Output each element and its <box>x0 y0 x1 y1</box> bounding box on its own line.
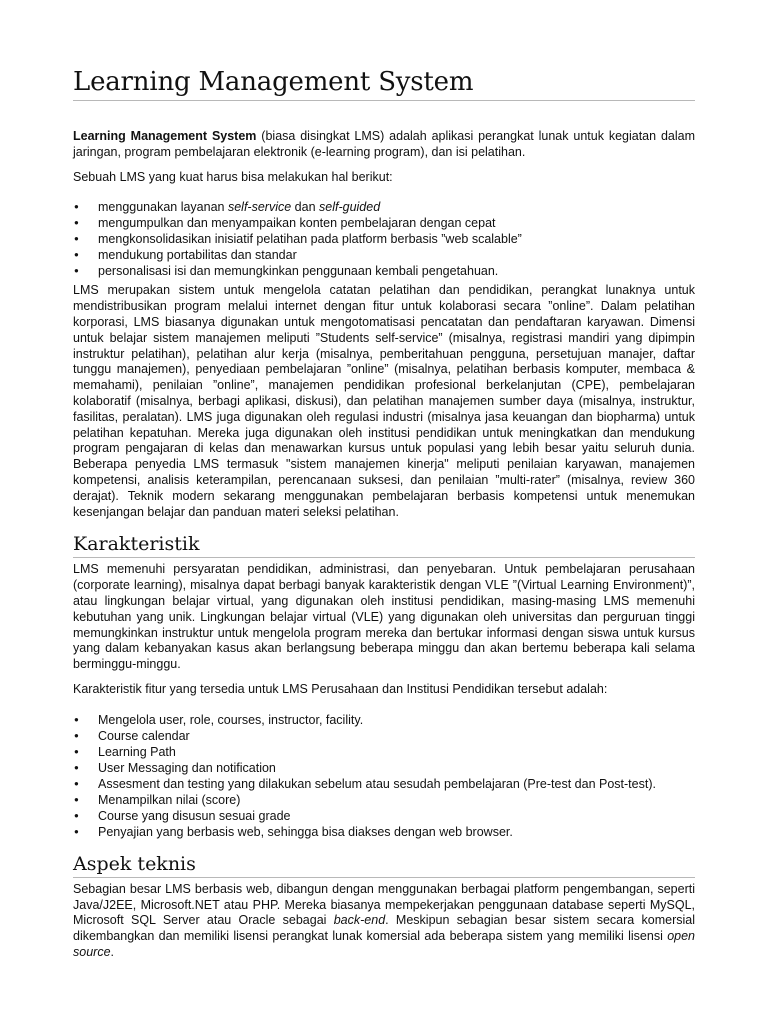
list-item: ● Course yang disusun sesuai grade <box>73 808 695 824</box>
lead-paragraph: Sebuah LMS yang kuat harus bisa melakukan hal berikut: <box>73 169 393 184</box>
feature-list <box>73 712 695 840</box>
list-item: ● mengumpulkan dan menyampaikan konten pembelajaran dengan cepat <box>73 215 695 231</box>
list-item: ● menggunakan layanan self-service dan self-guided <box>73 199 695 215</box>
karakteristik-lead: Karakteristik fitur yang tersedia untuk LMS Perusahaan dan Institusi Pendidikan tersebut adalah: <box>73 681 608 696</box>
list-item: ● Course calendar <box>73 728 695 744</box>
document-content <box>73 66 695 961</box>
page-title: Learning Management System <box>73 66 695 101</box>
list-item: ● Assesment dan testing yang dilakukan sebelum atau sesudah pembelajaran (Pre-test dan Post-test). <box>73 776 695 792</box>
aspek-teknis-paragraph: Sebagian besar LMS berbasis web, dibangun dengan menggunakan berbagai platform pengembangan, seperti Java/J2EE, Microsoft.NET atau PHP. Mereka biasanya mempekerjakan penggunaan database seperti MySQL, Microsoft SQL Server atau Oracle sebagai back-end. Meskipun sebagian besar sistem secara komersial dikembangkan dan memiliki lisensi perangkat lunak komersial ada beberapa sistem yang memiliki lisensi open source. <box>73 881 695 959</box>
list-item: ● Learning Path <box>73 744 695 760</box>
lms-capabilities-list <box>73 199 695 279</box>
list-item: ● Menampilkan nilai (score) <box>73 792 695 808</box>
list-item: ● mendukung portabilitas dan standar <box>73 247 695 263</box>
section-heading-aspek-teknis: Aspek teknis <box>73 852 695 878</box>
list-item: ● User Messaging dan notification <box>73 760 695 776</box>
intro-paragraph <box>73 129 695 161</box>
list-item: ● Penyajian yang berbasis web, sehingga bisa diakses dengan web browser. <box>73 824 695 840</box>
intro-term: Learning Management System <box>73 129 257 143</box>
list-item: ● personalisasi isi dan memungkinkan penggunaan kembali pengetahuan. <box>73 263 695 279</box>
list-item: ● Mengelola user, role, courses, instructor, facility. <box>73 712 695 728</box>
list-item: ● mengkonsolidasikan inisiatif pelatihan pada platform berbasis ”web scalable” <box>73 231 695 247</box>
body-paragraph: LMS merupakan sistem untuk mengelola catatan pelatihan dan pendidikan, perangkat lunaknya untuk mendistribusikan program melalui internet dengan fitur untuk kolaborasi secara ”online”. Dalam pelatihan korporasi, LMS biasanya digunakan untuk mengotomatisasi pencatatan dan pendaftaran karyawan. Dimensi untuk belajar sistem manajemen meliputi ”Students self-service” (misalnya, registrasi mandiri yang dipimpin instruktur pelatihan), pelatihan alur kerja (misalnya, pemberitahuan pengguna, persetujuan manajer, daftar tunggu manajemen), penyediaan pembelajaran ”online” (misalnya, pelatihan berbasis komputer, membaca & memahami), penilaian ”online”, manajemen pendidikan profesional berkelanjutan (CPE), pembelajaran kolaboratif (misalnya, berbagi aplikasi, diskusi), dan pelatihan manajemen sumber daya (misalnya, instruktur, fasilitas, peralatan). LMS juga digunakan oleh regulasi industri (misalnya jasa keuangan dan biopharma) untuk pelatihan kepatuhan. Mereka juga digunakan oleh institusi pendidikan untuk meningkatkan dan mendukung program pengajaran di kelas dan menawarkan kursus untuk populasi yang lebih besar yaitu seluruh dunia. Beberapa penyedia LMS termasuk "sistem manajemen kinerja" meliputi penilaian karyawan, manajemen kompetensi, analisis keterampilan, perencanaan suksesi, dan penilaian ”multi-rater” (misalnya, review 360 derajat). Teknik modern sekarang menggunakan pembelajaran berbasis kompetensi untuk menemukan kesenjangan belajar dan panduan materi seleksi pelatihan. <box>73 283 695 519</box>
karakteristik-paragraph: LMS memenuhi persyaratan pendidikan, administrasi, dan penyebaran. Untuk pembelajaran perusahaan (corporate learning), misalnya dapat berbagi banyak karakteristik dengan VLE ”(Virtual Learning Environment)”, atau lingkungan belajar virtual, yang digunakan oleh institusi pendidikan, masing-masing LMS memenuhi kebutuhan yang unik. Lingkungan belajar virtual (VLE) yang digunakan oleh universitas dan perguruan tinggi memungkinkan instruktur untuk mengelola program mereka dan bertukar informasi dengan siswa untuk kursus yang dalam kebanyakan kasus akan berlangsung beberapa minggu dan akan bertemu beberapa kali selama berminggu-minggu. <box>73 562 695 672</box>
intro-text: (biasa disingkat LMS) adalah aplikasi perangkat lunak untuk kegiatan dalam jaringan, program pembelajaran elektronik (e-learning program), dan isi pelatihan. <box>73 129 696 159</box>
section-heading-karakteristik: Karakteristik <box>73 532 695 558</box>
